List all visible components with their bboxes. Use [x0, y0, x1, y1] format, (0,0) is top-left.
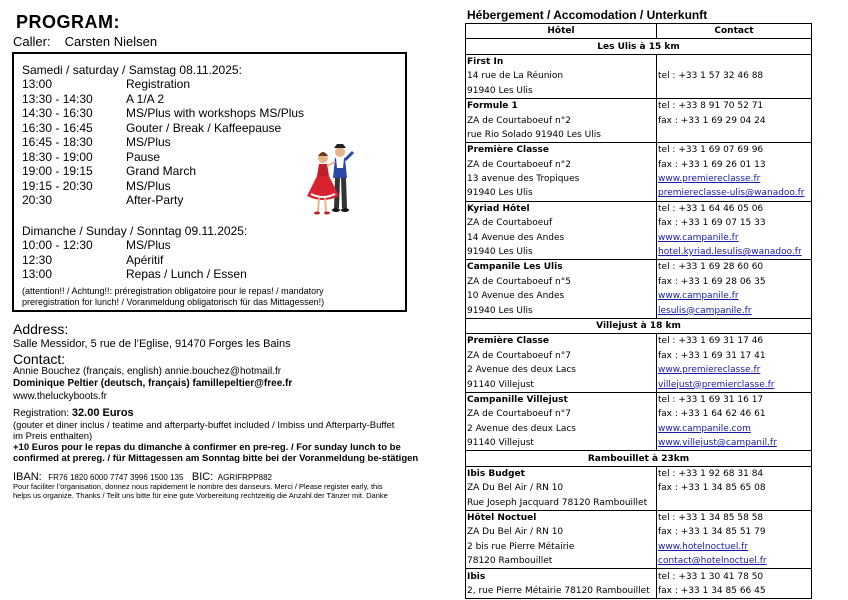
schedule-time: 19:00 - 19:15 [22, 164, 93, 178]
hotel-contact: fax : +33 1 69 07 15 33 [657, 216, 812, 230]
dancing-couple-illustration [305, 142, 357, 218]
hotel-address-line: ZA Du Bel Air / RN 10 [466, 481, 657, 495]
hotel-address-line: ZA de Courtaboeuf [466, 216, 657, 230]
hotel-contact: tel : +33 1 69 07 69 96 [657, 143, 812, 158]
column-header-contact: Contact [657, 24, 812, 39]
schedule-activity: Apéritif [126, 252, 164, 267]
hotel-website-link[interactable]: www.campanile.com [657, 422, 812, 436]
registration-price: 32.00 Euros [71, 407, 134, 419]
hotel-contact: fax : +33 1 34 85 66 45 [657, 584, 812, 599]
saturday-heading: Samedi / saturday / Samstag 08.11.2025: [22, 63, 242, 77]
hotel-row [466, 158, 812, 172]
footer-note-1: Pour faciliter l’organisation, donnez nous rapidement le nombre des danseurs. Merci / Please register early, this [13, 482, 383, 491]
schedule-activity: Pause [126, 149, 161, 164]
address-heading: Address: [13, 321, 69, 337]
hotel-address-line: ZA de Courtaboeuf n°2 [466, 158, 657, 172]
schedule-activity: MS/Plus [126, 238, 171, 252]
hotel-row [466, 113, 812, 127]
hotel-address-line: 91140 Villejust [466, 436, 657, 451]
schedule-time: 16:30 - 16:45 [22, 120, 93, 135]
schedule-time: 13:00 [22, 267, 53, 281]
hotel-contact: tel : +33 1 34 85 58 58 [657, 510, 812, 525]
hotel-row [466, 466, 812, 481]
contact-heading: Contact: [13, 351, 66, 367]
hotel-contact: fax : +33 1 69 26 01 13 [657, 158, 812, 172]
column-header-hotel: Hôtel [466, 24, 657, 39]
hotel-row [466, 436, 812, 451]
hotel-name: Campanile Les Ulis [466, 260, 657, 275]
hotel-contact: tel : +33 1 57 32 46 88 [657, 69, 812, 83]
hotel-contact: fax : +33 1 69 29 04 24 [657, 113, 812, 127]
caller-line [13, 34, 157, 49]
schedule-activity: Repas / Lunch / Essen [126, 267, 247, 281]
section-row [466, 451, 812, 466]
hotel-website-link[interactable]: www.campanile.fr [657, 230, 812, 244]
hotel-address-line: ZA de Courtaboeuf n°7 [466, 407, 657, 421]
sunday-heading: Dimanche / Sunday / Sonntag 09.11.2025: [22, 224, 248, 238]
hotel-address-line: 91940 Les Ulis [466, 245, 657, 260]
schedule-time: 20:30 [22, 193, 53, 207]
hotel-row [466, 496, 812, 511]
hotel-row [466, 201, 812, 216]
section-row [466, 318, 812, 333]
hotel-row [466, 510, 812, 525]
registration-included-2: im Preis enthalten) [13, 431, 93, 442]
hotel-address-line: 2, rue Pierre Métairie 78120 Rambouillet [466, 584, 657, 599]
registration-included-1: (gouter et diner inclus / teatime and afterparty-buffet included / Imbiss und Afterparty-Buffet [13, 420, 395, 431]
hotel-email-link[interactable]: hotel.kyriad.lesulis@wanadoo.fr [657, 245, 812, 260]
hotel-row [466, 289, 812, 303]
section-name: Les Ulis à 15 km [466, 39, 812, 54]
registration-label: Registration: [13, 408, 72, 419]
hotel-row [466, 54, 812, 69]
hotel-address-line: 91940 Les Ulis [466, 186, 657, 201]
hotel-name: Kyriad Hôtel [466, 201, 657, 216]
bic-label: BIC: [191, 471, 214, 483]
hotel-contact: fax : +33 1 64 62 46 61 [657, 407, 812, 421]
hotel-name: Ibis Budget [466, 466, 657, 481]
registration-line [13, 407, 134, 420]
schedule-time: 13:30 - 14:30 [22, 91, 93, 106]
hotel-address-line: 2 Avenue des deux Lacs [466, 422, 657, 436]
hotel-row [466, 186, 812, 201]
hotel-address-line: ZA de Courtaboeuf n°7 [466, 349, 657, 363]
hotel-row [466, 230, 812, 244]
hotel-website-link[interactable]: www.premiereclasse.fr [657, 363, 812, 377]
schedule-time: 14:30 - 16:30 [22, 106, 93, 120]
accommodation-title: Hébergement / Accomodation / Unterkunft [467, 8, 708, 22]
hotel-row [466, 554, 812, 569]
accommodation-table [465, 23, 812, 599]
section-name: Villejust à 18 km [466, 318, 812, 333]
hotel-contact: tel : +33 1 92 68 31 84 [657, 466, 812, 481]
contact-line-dominique: Dominique Peltier (deutsch, français) famillepeltier@free.fr [13, 378, 293, 389]
hotel-row [466, 569, 812, 584]
hotel-address-line: ZA de Courtaboeuf n°5 [466, 275, 657, 289]
hotel-row [466, 392, 812, 407]
hotel-address-line: 2 bis rue Pierre Métairie [466, 540, 657, 554]
hotel-contact: tel : +33 1 69 31 17 46 [657, 334, 812, 349]
hotel-name: Première Classe [466, 334, 657, 349]
lunch-note-line-1: (attention!! / Achtung!!: préregistration obligatoire pour le repas! / mandatory [22, 286, 324, 296]
hotel-address-line: 78120 Rambouillet [466, 554, 657, 569]
hotel-row [466, 363, 812, 377]
hotel-address-line: ZA de Courtaboeuf n°2 [466, 113, 657, 127]
hotel-row [466, 377, 812, 392]
hotel-website-link[interactable]: www.premiereclasse.fr [657, 172, 812, 186]
hotel-address-line: 14 Avenue des Andes [466, 230, 657, 244]
section-name: Rambouillet à 23km [466, 451, 812, 466]
schedule-activity: A 1/A 2 [126, 91, 165, 106]
iban-value: FR76 1820 6000 7747 3996 1500 135 [48, 473, 184, 482]
hotel-row [466, 98, 812, 113]
hotel-row [466, 540, 812, 554]
caller-label: Caller: [13, 34, 51, 49]
footer-note-2: helps us organize. Thanks / Teilt uns bitte für eine gute Vorbereitung rechtzeitig die Anzahl der Tänzer mit. Danke [13, 491, 388, 500]
hotel-contact [657, 84, 812, 99]
hotel-website-link[interactable]: www.hotelnoctuel.fr [657, 540, 812, 554]
hotel-row [466, 260, 812, 275]
hotel-contact: tel : +33 8 91 70 52 71 [657, 98, 812, 113]
iban-label: IBAN: [13, 471, 42, 483]
sunday-lunch-extra-2: confirmed at prereg. / für Mittagessen am Sonntag bitte bei der Voranmeldung be-stätigen [13, 453, 419, 464]
hotel-row [466, 275, 812, 289]
hotel-row [466, 69, 812, 83]
contact-line-annie: Annie Bouchez (français, english) annie.bouchez@hotmail.fr [13, 366, 282, 377]
hotel-name: Première Classe [466, 143, 657, 158]
hotel-contact [657, 54, 812, 69]
schedule-activity: Registration [126, 77, 191, 91]
hotel-name: Formule 1 [466, 98, 657, 113]
lunch-note-line-2: preregistration for lunch! / Voranmeldung obligatorisch für das Mittagessen!) [22, 297, 325, 307]
hotel-name: First In [466, 54, 657, 69]
hotel-contact [657, 128, 812, 143]
hotel-contact: tel : +33 1 64 46 05 06 [657, 201, 812, 216]
hotel-address-line: 91940 Les Ulis [466, 84, 657, 99]
hotel-email-link[interactable]: www.villejust@campanil.fr [657, 436, 812, 451]
website-link[interactable]: www.theluckyboots.fr [13, 391, 107, 402]
hotel-row [466, 422, 812, 436]
hotel-row [466, 407, 812, 421]
schedule-activity: Gouter / Break / Kaffeepause [126, 120, 282, 135]
schedule-activity: MS/Plus with workshops MS/Plus [126, 106, 305, 120]
hotel-address-line: 91140 Villejust [466, 377, 657, 392]
hotel-address-line: ZA Du Bel Air / RN 10 [466, 525, 657, 539]
schedule-activity: MS/Plus [126, 135, 171, 149]
schedule-time: 10:00 - 12:30 [22, 238, 93, 252]
hotel-website-link[interactable]: www.campanile.fr [657, 289, 812, 303]
hotel-contact: fax : +33 1 34 85 65 08 [657, 481, 812, 495]
section-row [466, 39, 812, 54]
program-title: PROGRAM: [16, 12, 120, 32]
hotel-contact: tel : +33 1 69 28 60 60 [657, 260, 812, 275]
caller-name: Carsten Nielsen [64, 34, 158, 49]
hotel-row [466, 245, 812, 260]
schedule-time: 16:45 - 18:30 [22, 135, 93, 149]
sunday-lunch-extra-1: +10 Euros pour le repas du dimanche à confirmer en pre-reg. / For sunday lunch to be [13, 442, 401, 453]
hotel-row [466, 584, 812, 599]
hotel-contact: fax : +33 1 69 31 17 41 [657, 349, 812, 363]
schedule-activity: Grand March [126, 164, 197, 178]
hotel-address-line: rue Rio Solado 91940 Les Ulis [466, 128, 657, 143]
hotel-row [466, 525, 812, 539]
address-text: Salle Messidor, 5 rue de l’Eglise, 91470 Forges les Bains [13, 338, 291, 350]
hotel-row [466, 349, 812, 363]
schedule-activity: After-Party [126, 193, 184, 207]
hotel-row [466, 334, 812, 349]
bic-value: AGRIFRPP882 [217, 473, 272, 482]
schedule-time: 13:00 [22, 77, 53, 91]
hotel-email-link[interactable]: villejust@premierclasse.fr [657, 377, 812, 392]
hotel-address-line: 2 Avenue des deux Lacs [466, 363, 657, 377]
hotel-contact: fax : +33 1 69 28 06 35 [657, 275, 812, 289]
hotel-name: Hôtel Noctuel [466, 510, 657, 525]
hotel-row [466, 216, 812, 230]
table-header-row [466, 24, 812, 39]
hotel-email-link[interactable]: premiereclasse-ulis@wanadoo.fr [657, 186, 812, 201]
hotel-contact: fax : +33 1 34 85 51 79 [657, 525, 812, 539]
schedule-time: 12:30 [22, 252, 53, 267]
hotel-address-line: 91940 Les Ulis [466, 303, 657, 318]
schedule-time: 18:30 - 19:00 [22, 149, 93, 164]
hotel-row [466, 143, 812, 158]
hotel-address-line: Rue Joseph Jacquard 78120 Rambouillet [466, 496, 657, 511]
hotel-address-line: 14 rue de La Réunion [466, 69, 657, 83]
hotel-name: Campanille Villejust [466, 392, 657, 407]
hotel-contact [657, 496, 812, 511]
hotel-row [466, 481, 812, 495]
hotel-row [466, 172, 812, 186]
hotel-contact: tel : +33 1 69 31 16 17 [657, 392, 812, 407]
hotel-address-line: 13 avenue des Tropiques [466, 172, 657, 186]
hotel-row [466, 84, 812, 99]
hotel-address-line: 10 Avenue des Andes [466, 289, 657, 303]
hotel-email-link[interactable]: lesulis@campanile.fr [657, 303, 812, 318]
schedule-activity: MS/Plus [126, 178, 171, 193]
hotel-email-link[interactable]: contact@hotelnoctuel.fr [657, 554, 812, 569]
hotel-row [466, 303, 812, 318]
hotel-row [466, 128, 812, 143]
schedule-time: 19:15 - 20:30 [22, 178, 93, 193]
hotel-contact: tel : +33 1 30 41 78 50 [657, 569, 812, 584]
hotel-name: Ibis [466, 569, 657, 584]
